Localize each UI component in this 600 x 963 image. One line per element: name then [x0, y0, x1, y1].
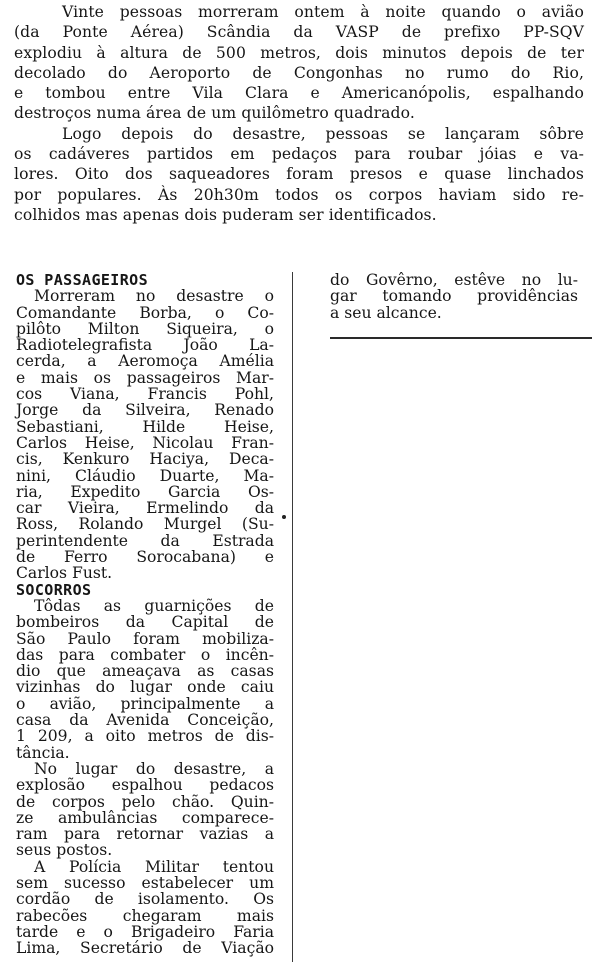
lead-line: lores. Oito dos saqueadores foram presos e quase linchados [14, 165, 584, 184]
rescue-line: cordão de isolamento. Os [16, 890, 274, 909]
lead-line: colhidos mas apenas dois puderam ser identificados. [14, 205, 437, 224]
passengers-line: Ross, Rolando Murgel (Su- [16, 515, 274, 534]
lead-line: decolado do Aeroporto de Congonhas no rumo do Rio, [14, 63, 584, 82]
rescue-line: tarde e o Brigadeiro Faria [16, 922, 274, 941]
passengers-line: Carlos Heise, Nicolau Fran- [16, 433, 274, 452]
lead-line: Logo depois do desastre, pessoas se lançaram sôbre [62, 124, 584, 143]
passengers-line: car Vieira, Ermelindo da [16, 499, 274, 518]
rescue-line: seus postos. [16, 841, 113, 860]
passengers-line: Radiotelegrafista João La- [16, 336, 274, 355]
rescue-line: 1 209, a oito metros de dis- [16, 727, 274, 746]
rescue-line: explosão espalhou pedacos [16, 776, 274, 795]
column-divider [292, 272, 293, 962]
right-line: a seu alcance. [330, 303, 442, 322]
rescue-line: Tôdas as guarnições de [34, 596, 274, 615]
lead-line: destroços numa área de um quilômetro quadrado. [14, 104, 415, 123]
right-column [330, 272, 578, 321]
rescue-line: de corpos pelo chão. Quin- [16, 792, 274, 811]
passengers-line: cis, Kenkuro Haciya, Deca- [16, 450, 274, 469]
rescue-line: Lima, Secretário de Viação [16, 939, 274, 958]
passengers-line: Carlos Fust. [16, 564, 113, 583]
passengers-line: Sebastiani, Hilde Heise, [16, 417, 274, 436]
print-speck [282, 515, 286, 519]
lead-line: (da Ponte Aérea) Scândia da VASP de prefixo PP-SQV [14, 23, 584, 42]
rescue-line: dio que ameaçava as casas [16, 662, 274, 681]
lead-line: por populares. Às 20h30m todos os corpos haviam sido re- [14, 185, 584, 204]
rescue-line: casa da Avenida Conceição, [16, 711, 274, 730]
passengers-line: de Ferro Sorocabana) e [16, 548, 274, 567]
right-line: gar tomando providências [330, 287, 578, 306]
rescue-line: No lugar do desastre, a [34, 759, 274, 778]
passengers-line: nini, Cláudio Duarte, Ma- [16, 466, 274, 485]
passengers-heading: OS PASSAGEIROS [16, 271, 149, 289]
passengers-line: Morreram no desastre o [34, 287, 274, 306]
rescue-line: A Polícia Militar tentou [34, 857, 274, 876]
passengers-line: ria, Expedito Garcia Os- [16, 482, 274, 501]
rescue-line: tância. [16, 743, 70, 762]
rescue-line: sem sucesso estabelecer um [16, 873, 274, 892]
rescue-heading: SOCORROS [16, 580, 92, 599]
rescue-line: ze ambulâncias comparece- [16, 808, 274, 827]
lead-line: e tombou entre Vila Clara e Americanópolis, espalhando [14, 84, 584, 103]
rescue-line: rabecões chegaram mais [16, 906, 274, 925]
left-column [16, 272, 274, 956]
passengers-line: Comandante Borba, o Co- [16, 303, 274, 322]
lead-line: os cadáveres partidos em pedaços para roubar jóias e va- [14, 145, 584, 164]
passengers-line: Jorge da Silveira, Renado [16, 401, 274, 420]
lead-line: Vinte pessoas morreram ontem à noite quando o avião [62, 3, 584, 21]
passengers-line: perintendente da Estrada [16, 531, 274, 550]
rescue-line: das para combater o incên- [16, 645, 274, 664]
rescue-line: São Paulo foram mobiliza- [16, 629, 274, 648]
lead-paragraphs [14, 2, 584, 225]
passengers-line: e mais os passageiros Mar- [16, 368, 274, 387]
rescue-line: ram para retornar vazias a [16, 825, 274, 844]
section-rule [330, 337, 592, 339]
right-line: do Govêrno, estêve no lu- [330, 271, 578, 289]
rescue-line: o avião, principalmente a [16, 694, 274, 713]
rescue-line: bombeiros da Capital de [16, 613, 274, 632]
passengers-line: cos Viana, Francis Pohl, [16, 385, 274, 404]
rescue-line: vizinhas do lugar onde caiu [16, 678, 274, 697]
passengers-line: cerda, a Aeromoça Amélia [16, 352, 274, 371]
lead-line: explodiu à altura de 500 metros, dois minutos depois de ter [14, 43, 584, 62]
passengers-line: pilôto Milton Siqueira, o [16, 319, 274, 338]
